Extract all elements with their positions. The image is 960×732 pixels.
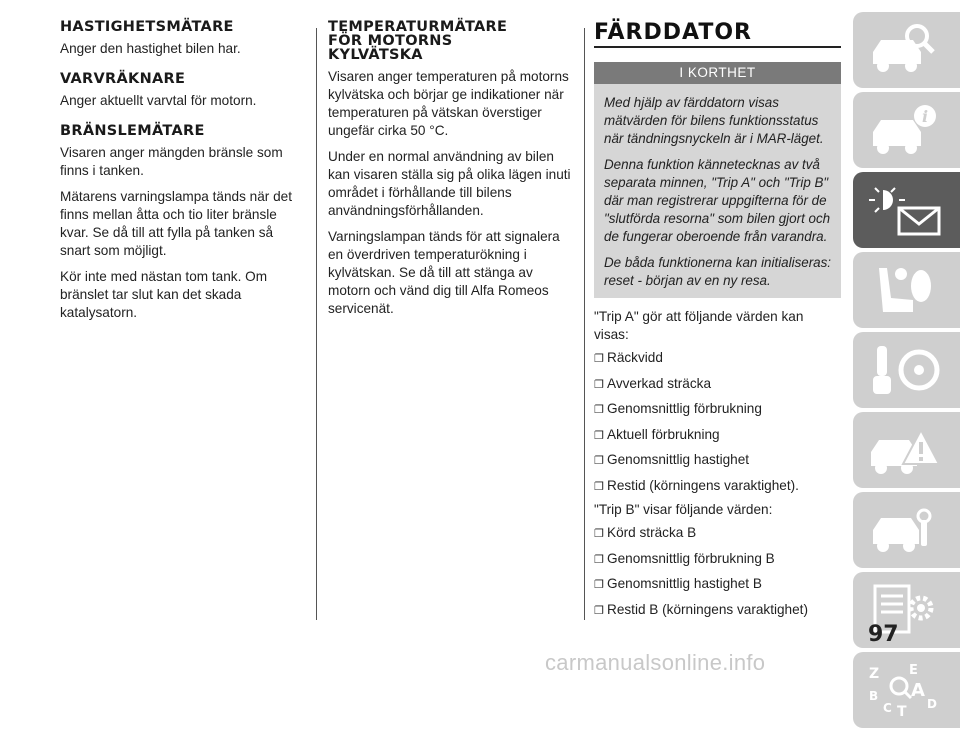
- svg-text:C: C: [883, 701, 892, 715]
- list-item-text: Avverkad sträcka: [607, 375, 712, 391]
- list-item: [594, 598, 841, 624]
- tab-starting-driving[interactable]: [853, 332, 960, 408]
- column-middle: [328, 20, 574, 326]
- checkbox-bullet-icon: ❐: [594, 353, 604, 365]
- checkbox-bullet-icon: ❐: [594, 404, 604, 416]
- column-divider: [316, 28, 317, 620]
- tab-index[interactable]: [853, 652, 960, 728]
- summary-paragraph: Med hjälp av färddatorn visas mätvärden för bilens funktionsstatus när tändningsnyckeln är i MAR-läget.: [604, 95, 824, 146]
- svg-text:i: i: [922, 107, 929, 126]
- svg-text:B: B: [869, 689, 879, 703]
- tab-maintenance[interactable]: [853, 492, 960, 568]
- paragraph: Kör inte med nästan tom tank. Om bränslet tar slut kan det skada katalysatorn.: [60, 269, 268, 320]
- column-divider: [584, 28, 585, 620]
- heading-tachometer: VARVRÄKNARE: [60, 71, 186, 87]
- list-item: [594, 474, 841, 500]
- paragraph: Under en normal användning av bilen kan visaren ställa sig på olika lägen inuti området i förhållande till bilens användningsförhållanden.: [328, 149, 571, 218]
- car-info-icon: [865, 100, 945, 160]
- list-item: [594, 397, 841, 423]
- heading-coolant-line3: KYLVÄTSKA: [328, 47, 423, 63]
- checkbox-bullet-icon: ❐: [594, 429, 604, 442]
- list-item: [594, 547, 841, 573]
- key-steering-icon: [865, 340, 945, 400]
- summary-box: [594, 84, 841, 298]
- trip-b-list: [594, 521, 841, 623]
- checkbox-bullet-icon: ❐: [594, 604, 604, 617]
- column-right: [594, 20, 841, 623]
- list-item: [594, 423, 841, 449]
- list-item-text: Restid (körningens varaktighet).: [607, 477, 799, 493]
- tab-dashboard[interactable]: [853, 172, 960, 248]
- summary-paragraph: Denna funktion kännetecknas av två separata minnen, "Trip A" och "Trip B" där man registrerar uppgifterna för de "slutförda resorna" som bilen gjort och de fungerar oberoende från varandra.: [604, 157, 831, 244]
- list-item: [594, 346, 841, 372]
- list-item-text: Genomsnittlig förbrukning: [607, 401, 762, 416]
- car-warning-icon: [865, 420, 945, 480]
- heading-coolant-line2: FÖR MOTORNS: [328, 33, 453, 49]
- airbag-seat-icon: [865, 260, 945, 320]
- list-item-text: Körd sträcka B: [607, 525, 697, 540]
- car-search-icon: [865, 20, 945, 80]
- tab-knowing-car[interactable]: [853, 12, 960, 88]
- trip-b-intro: "Trip B" visar följande värden:: [594, 502, 773, 517]
- heading-coolant-line1: TEMPERATURMÄTARE: [328, 19, 508, 35]
- list-item-text: Aktuell förbrukning: [607, 426, 720, 442]
- svg-text:A: A: [911, 680, 925, 701]
- list-item: [594, 521, 841, 547]
- svg-text:T: T: [897, 704, 907, 720]
- list-item-text: Genomsnittlig hastighet: [607, 452, 750, 467]
- alphabet-index-icon: [865, 660, 945, 720]
- checkbox-bullet-icon: ❐: [594, 579, 604, 591]
- trip-a-list: [594, 346, 841, 499]
- heading-speedometer: HASTIGHETSMÄTARE: [60, 19, 234, 35]
- summary-paragraph: De båda funktionerna kan initialiseras: reset - början av en ny resa.: [604, 255, 832, 288]
- list-item-text: Genomsnittlig hastighet B: [607, 576, 762, 591]
- list-item-text: Genomsnittlig förbrukning B: [607, 550, 775, 566]
- car-service-icon: [865, 500, 945, 560]
- watermark: carmanualsonline.info: [545, 650, 766, 675]
- page-number: 97: [868, 622, 899, 647]
- trip-a-intro: "Trip A" gör att följande värden kan visas:: [594, 309, 804, 342]
- summary-box-header: I KORTHET: [594, 62, 841, 84]
- paragraph: Anger den hastighet bilen har.: [60, 41, 241, 56]
- dashboard-light-message-icon: [865, 180, 945, 240]
- paragraph: Visaren anger mängden bränsle som finns i tanken.: [60, 145, 283, 178]
- list-item: [594, 372, 841, 398]
- title-rule: [594, 46, 841, 48]
- checkbox-bullet-icon: ❐: [594, 553, 604, 566]
- paragraph: Visaren anger temperaturen på motorns kylvätska och börjar ge indikationer när temperaturen på vätskan överstiger ungefär cirka 50 °C.: [328, 69, 569, 138]
- svg-text:D: D: [927, 697, 937, 711]
- tab-safety[interactable]: [853, 252, 960, 328]
- section-title: FÄRDDATOR: [594, 20, 752, 45]
- checkbox-bullet-icon: ❐: [594, 480, 604, 493]
- list-item: [594, 448, 841, 474]
- paragraph: Anger aktuellt varvtal för motorn.: [60, 93, 257, 108]
- column-left: [60, 20, 300, 330]
- tab-car-info[interactable]: [853, 92, 960, 168]
- svg-text:Z: Z: [869, 666, 880, 682]
- svg-text:E: E: [909, 663, 918, 678]
- list-item-text: Restid B (körningens varaktighet): [607, 601, 808, 617]
- paragraph: Mätarens varningslampa tänds när det finns mellan åtta och tio liter bränsle kvar. Se då till att fylla på tanken så snart som möjligt.: [60, 189, 292, 258]
- checkbox-bullet-icon: ❐: [594, 455, 604, 467]
- list-item: [594, 572, 841, 598]
- checkbox-bullet-icon: ❐: [594, 378, 604, 391]
- tab-emergency[interactable]: [853, 412, 960, 488]
- checkbox-bullet-icon: ❐: [594, 528, 604, 540]
- paragraph: Varningslampan tänds för att signalera en överdriven temperaturökning i kylvätskan. Se då till att stänga av motorn och vänd dig till Alfa Romeos servicenät.: [328, 229, 560, 316]
- list-item-text: Räckvidd: [607, 350, 663, 365]
- heading-fuel-gauge: BRÄNSLEMÄTARE: [60, 123, 205, 139]
